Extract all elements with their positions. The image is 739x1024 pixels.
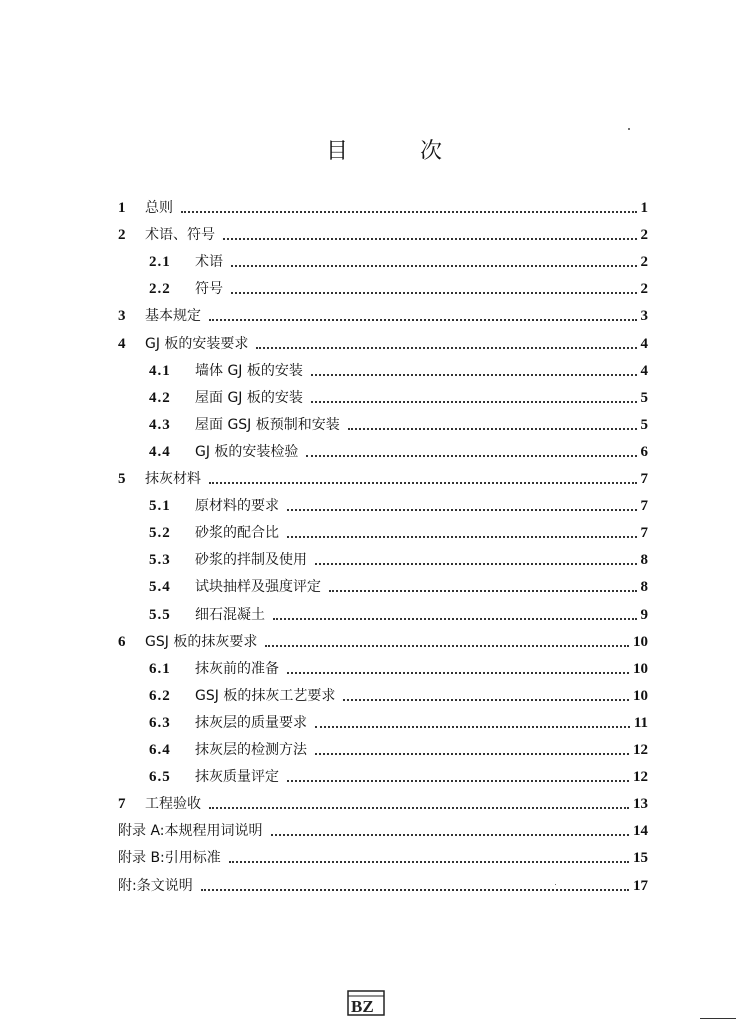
dot-leader [287, 536, 637, 538]
scan-speck [555, 884, 556, 885]
toc-entry-title: GJ 板的安装检验 [195, 440, 302, 464]
toc-entry-title: GJ 板的安装要求 [145, 332, 252, 356]
toc-entry-title: 砂浆的拌制及使用 [195, 548, 311, 572]
toc-entry-title: 附录 B:引用标准 [118, 846, 225, 870]
toc-entry-number: 2 [118, 227, 126, 244]
toc-entry [0, 603, 739, 627]
toc-entry-title: 屋面 GSJ 板预制和安装 [195, 413, 344, 437]
toc-entry-page: 4 [640, 335, 648, 352]
dot-leader [311, 401, 637, 403]
toc-entry-number: 6.5 [149, 769, 171, 786]
toc-entry-title: 抹灰材料 [145, 467, 205, 491]
toc-entry [0, 467, 739, 491]
page-title [0, 136, 739, 176]
toc-entry-page: 6 [640, 443, 648, 460]
toc-entry-title: 基本规定 [145, 304, 205, 328]
toc-entry-title: 术语 [195, 250, 227, 274]
dot-leader [273, 618, 637, 620]
toc-entry-title: 试块抽样及强度评定 [195, 575, 325, 599]
toc-entry [0, 711, 739, 735]
toc-entry [0, 413, 739, 437]
dot-leader [265, 645, 629, 647]
dot-leader [287, 509, 637, 511]
toc-entry-page: 12 [633, 742, 648, 758]
toc-entry [0, 792, 739, 816]
toc-entry-number: 5.4 [149, 579, 171, 596]
toc-entry-title: 原材料的要求 [195, 494, 283, 518]
dot-leader [329, 590, 637, 592]
toc-entry [0, 277, 739, 301]
toc-entry [0, 359, 739, 383]
toc-entry-page: 11 [633, 714, 648, 731]
toc-entry-page: 7 [640, 525, 648, 542]
toc-entry-title: 符号 [195, 277, 227, 301]
scan-speck [628, 128, 630, 130]
toc-entry-title: 砂浆的配合比 [195, 521, 283, 545]
toc-entry-page: 8 [640, 552, 648, 569]
dot-leader [209, 807, 629, 809]
dot-leader [315, 753, 629, 755]
toc-entry-number: 4.1 [149, 362, 171, 379]
toc-entry [0, 250, 739, 274]
toc-entry-title: 工程验收 [145, 792, 205, 816]
toc-entry [0, 304, 739, 328]
toc-entry-page: 15 [633, 850, 648, 867]
dot-leader [287, 780, 629, 782]
toc-entry [0, 765, 739, 789]
toc-entry-title: 术语、符号 [145, 223, 219, 247]
dot-leader [223, 238, 637, 240]
footer-dash [700, 1018, 736, 1019]
toc-entry [0, 819, 739, 843]
toc-entry-number: 4.2 [149, 389, 171, 406]
toc-entry [0, 386, 739, 410]
dot-leader [231, 292, 637, 294]
toc-entry [0, 575, 739, 599]
publisher-logo-text: BZ [351, 997, 374, 1016]
toc-entry-title: GSJ 板的抹灰工艺要求 [195, 684, 339, 708]
toc-entry-number: 5.3 [149, 552, 171, 569]
toc-entry-page: 14 [633, 823, 648, 840]
toc-entry-number: 6.2 [149, 687, 171, 704]
dot-leader [181, 211, 637, 213]
toc-entry [0, 738, 739, 762]
toc-entry-number: 4.4 [149, 443, 171, 460]
dot-leader [343, 699, 629, 701]
toc-entry-title: 抹灰前的准备 [195, 657, 283, 681]
toc-entry-title: 细石混凝土 [195, 603, 269, 627]
toc-entry [0, 196, 739, 220]
dot-leader [306, 455, 636, 457]
dot-leader [256, 347, 636, 349]
toc-entry [0, 874, 739, 898]
publisher-logo [347, 990, 385, 1016]
toc-entry-number: 5.1 [149, 498, 171, 515]
toc-entry-page: 1 [640, 200, 648, 216]
toc-entry-number: 6.3 [149, 714, 171, 731]
toc-entry [0, 521, 739, 545]
toc-entry [0, 332, 739, 356]
toc-entry [0, 494, 739, 518]
toc-entry-title: 抹灰层的质量要求 [195, 711, 311, 735]
toc-entry-number: 4.3 [149, 416, 171, 433]
title-char-mu: 目 [326, 139, 349, 164]
toc-entry-number: 4 [118, 335, 126, 352]
toc-entry [0, 548, 739, 572]
toc-entry-title: 附:条文说明 [118, 874, 197, 898]
dot-leader [315, 726, 630, 728]
dot-leader [209, 482, 637, 484]
toc-entry [0, 657, 739, 681]
toc-entry-page: 2 [640, 254, 648, 271]
toc-entry-title: 抹灰层的检测方法 [195, 738, 311, 762]
toc-entry-number: 6.1 [149, 660, 171, 677]
toc-entry-page: 2 [640, 227, 648, 244]
toc-entry-title: 墙体 GJ 板的安装 [195, 359, 307, 383]
toc-entry [0, 684, 739, 708]
toc-entry-number: 6.4 [149, 742, 171, 758]
toc-entry-number: 1 [118, 200, 126, 216]
toc-entry-title: GSJ 板的抹灰要求 [145, 630, 261, 654]
toc-entry-page: 7 [640, 498, 648, 515]
toc-entry-number: 5 [118, 471, 126, 487]
toc-entry-page: 5 [640, 389, 648, 406]
toc-entry-number: 2.2 [149, 281, 171, 298]
toc-entry-page: 10 [633, 633, 648, 650]
toc-entry-page: 17 [633, 877, 648, 894]
toc-entry-number: 2.1 [149, 254, 171, 271]
toc-entry [0, 630, 739, 654]
toc-entry [0, 223, 739, 247]
dot-leader [315, 563, 637, 565]
dot-leader [229, 861, 629, 863]
toc-entry-page: 3 [640, 308, 648, 325]
toc-entry-number: 3 [118, 308, 126, 325]
toc-entry-page: 10 [633, 687, 648, 704]
dot-leader [209, 319, 637, 321]
dot-leader [231, 265, 637, 267]
toc-entry-number: 5.2 [149, 525, 171, 542]
toc-entry-page: 5 [640, 416, 648, 433]
toc-entry [0, 846, 739, 870]
toc-entry-page: 10 [633, 660, 648, 677]
toc-entry [0, 440, 739, 464]
toc-entry-title: 屋面 GJ 板的安装 [195, 386, 307, 410]
toc-entry-page: 12 [633, 769, 648, 786]
dot-leader [271, 834, 630, 836]
toc-entry-title: 附录 A:本规程用词说明 [118, 819, 267, 843]
toc-entry-number: 5.5 [149, 606, 171, 623]
dot-leader [311, 374, 637, 376]
toc-entry-page: 2 [640, 281, 648, 298]
toc-entry-page: 7 [640, 471, 648, 487]
title-char-ci: 次 [420, 139, 443, 164]
toc-entry-title: 抹灰质量评定 [195, 765, 283, 789]
toc-entry-page: 13 [633, 796, 648, 813]
dot-leader [348, 428, 637, 430]
toc-entry-title: 总则 [145, 196, 177, 220]
dot-leader [201, 889, 629, 891]
toc-entry-page: 4 [640, 362, 648, 379]
dot-leader [287, 672, 629, 674]
toc-entry-number: 7 [118, 796, 126, 813]
toc-entry-page: 9 [640, 606, 648, 623]
toc-entry-number: 6 [118, 633, 126, 650]
toc-entry-page: 8 [640, 579, 648, 596]
